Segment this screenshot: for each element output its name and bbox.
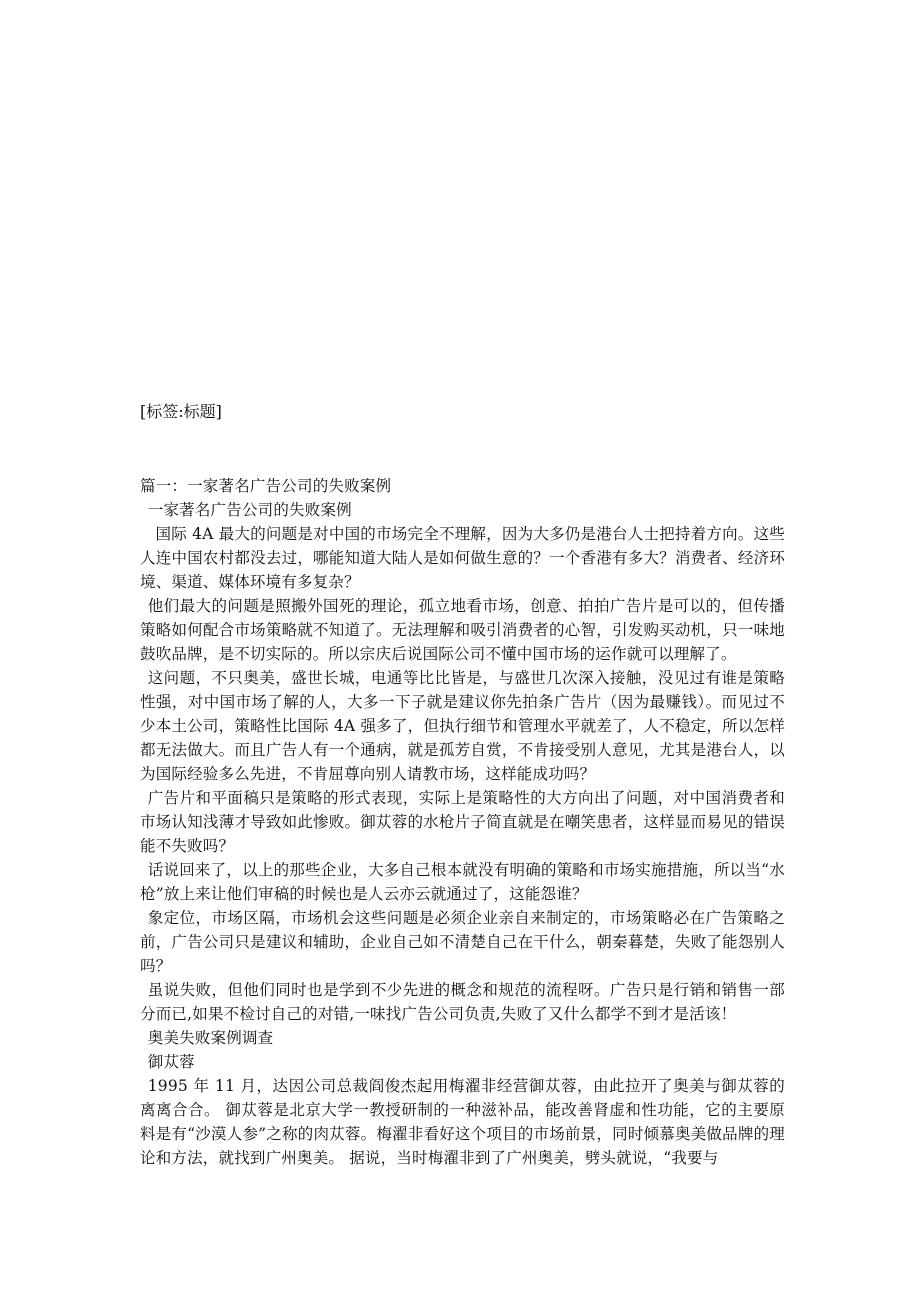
tag-label: [标签:标题] xyxy=(140,402,222,421)
paragraph: 国际 4A 最大的问题是对中国的市场完全不理解，因为大多仍是港台人士把持着方向。这些人连中国农村都没去过，哪能知道大陆人是如何做生意的？一个香港有多大？消费者、经济环境、渠道、媒体环境有多复杂？ xyxy=(140,525,785,591)
article-subheading: 一家著名广告公司的失败案例 xyxy=(147,501,352,519)
paragraph: 他们最大的问题是照搬外国死的理论，孤立地看市场，创意、拍拍广告片是可以的，但传播策略如何配合市场策略就不知道了。无法理解和吸引消费者的心智，引发购买动机，只一味地鼓吹品牌，是不切实际的。所以宗庆后说国际公司不懂中国市场的运作就可以理解了。 xyxy=(140,597,785,663)
paragraph: 象定位，市场区隔，市场机会这些问题是必须企业亲自来制定的，市场策略必在广告策略之前，广告公司只是建议和辅助，企业自己如不清楚自己在干什么，朝秦暮楚，失败了能怨别人吗？ xyxy=(140,909,785,975)
subsection-heading: 御苁蓉 xyxy=(147,1053,195,1071)
paragraph: 话说回来了，以上的那些企业，大多自己根本就没有明确的策略和市场实施措施，所以当“水枪”放上来让他们审稿的时候也是人云亦云就通过了，这能怨谁？ xyxy=(140,861,785,903)
section-heading: 奥美失败案例调查 xyxy=(147,1029,274,1047)
article-heading: 篇一：一家著名广告公司的失败案例 xyxy=(140,477,392,495)
paragraph: 虽说失败，但他们同时也是学到不少先进的概念和规范的流程呀。广告只是行销和销售一部分而已,如果不检讨自己的对错,一味找广告公司负责,失败了又什么都学不到才是活该！ xyxy=(140,981,785,1023)
paragraph: 这问题，不只奥美，盛世长城，电通等比比皆是，与盛世几次深入接触，没见过有谁是策略性强，对中国市场了解的人，大多一下子就是建议你先拍条广告片（因为最赚钱）。而见过不少本土公司，策略性比国际 4A 强多了，但执行细节和管理水平就差了，人不稳定，所以怎样都无法做大。而且广告人有一个通病，就是孤芳自赏，不肯接受别人意见，尤其是港台人，以为国际经验多么先进，不肯屈尊向别人请教市场，这样能成功吗？ xyxy=(140,669,785,783)
document-body xyxy=(140,474,785,1170)
paragraph: 广告片和平面稿只是策略的形式表现，实际上是策略性的大方向出了问题，对中国消费者和市场认知浅薄才导致如此惨败。御苁蓉的水枪片子简直就是在嘲笑患者，这样显而易见的错误能不失败吗？ xyxy=(140,789,785,855)
paragraph: 1995 年 11 月，达因公司总裁阎俊杰起用梅濯非经营御苁蓉，由此拉开了奥美与御苁蓉的离离合合。 御苁蓉是北京大学一教授研制的一种滋补品，能改善肾虚和性功能，它的主要原料是有“沙漠人参”之称的肉苁蓉。梅濯非看好这个项目的市场前景，同时倾慕奥美做品牌的理论和方法，就找到广州奥美。 据说，当时梅濯非到了广州奥美，劈头就说，“我要与 xyxy=(140,1077,785,1167)
